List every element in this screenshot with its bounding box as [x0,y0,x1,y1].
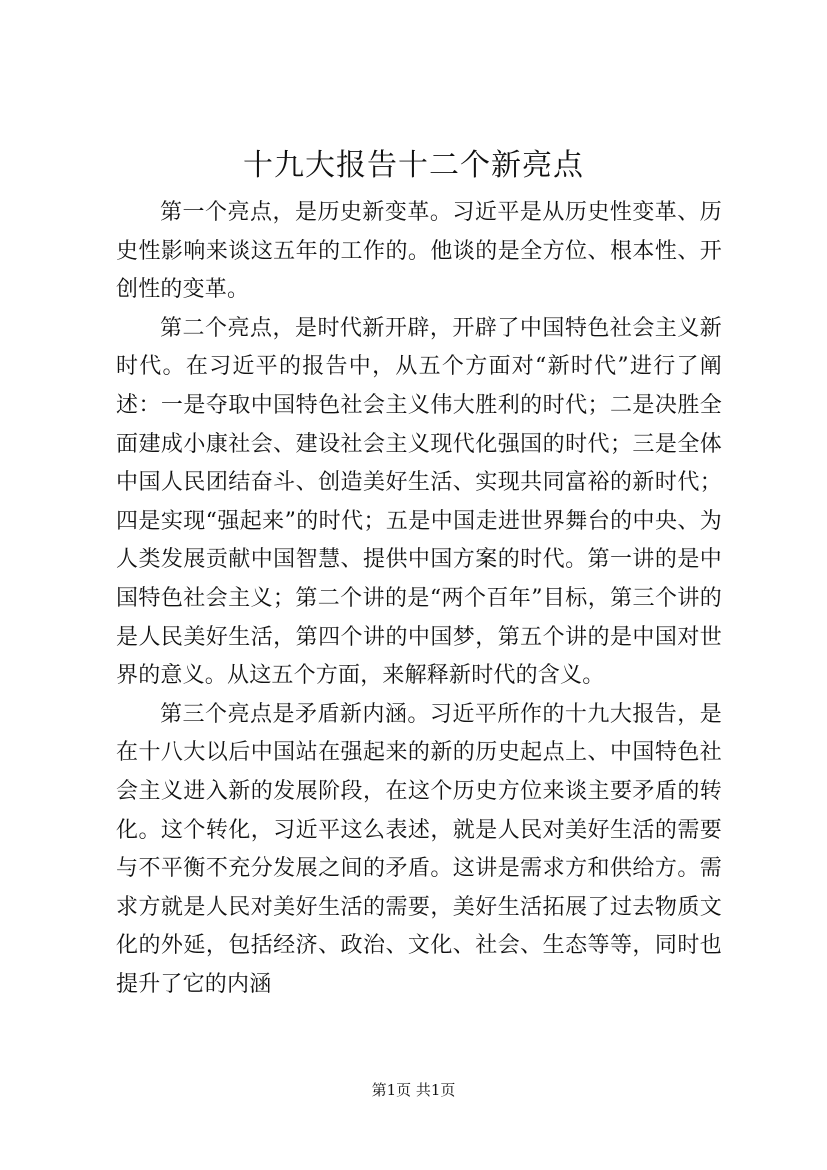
paragraph-3: 第三个亮点是矛盾新内涵。习近平所作的十九大报告，是在十八大以后中国站在强起来的新的历史起点上、中国特色社会主义进入新的发展阶段，在这个历史方位来谈主要矛盾的转化。这个转化，习近平这么表述，就是人民对美好生活的需要与不平衡不充分发展之间的矛盾。这讲是需求方和供给方。需求方就是人民对美好生活的需要，美好生活拓展了过去物质文化的外延，包括经济、政治、文化、社会、生态等等，同时也提升了它的内涵 [116,701,722,997]
document-body [116,194,722,1004]
paragraph-1: 第一个亮点，是历史新变革。习近平是从历史性变革、历史性影响来谈这五年的工作的。他谈的是全方位、根本性、开创性的变革。 [116,200,722,303]
paragraph-2: 第二个亮点，是时代新开辟，开辟了中国特色社会主义新时代。在习近平的报告中，从五个方面对“新时代”进行了阐述：一是夺取中国特色社会主义伟大胜利的时代；二是决胜全面建成小康社会、建设社会主义现代化强国的时代；三是全体中国人民团结奋斗、创造美好生活、实现共同富裕的新时代；四是实现“强起来”的时代；五是中国走进世界舞台的中央、为人类发展贡献中国智慧、提供中国方案的时代。第一讲的是中国特色社会主义；第二个讲的是“两个百年”目标，第三个讲的是人民美好生活，第四个讲的中国梦，第五个讲的是中国对世界的意义。从这五个方面，来解释新时代的含义。 [116,315,722,689]
document-title: 十九大报告十二个新亮点 [243,148,584,183]
page-footer: 第1页 共1页 [371,1081,456,1099]
